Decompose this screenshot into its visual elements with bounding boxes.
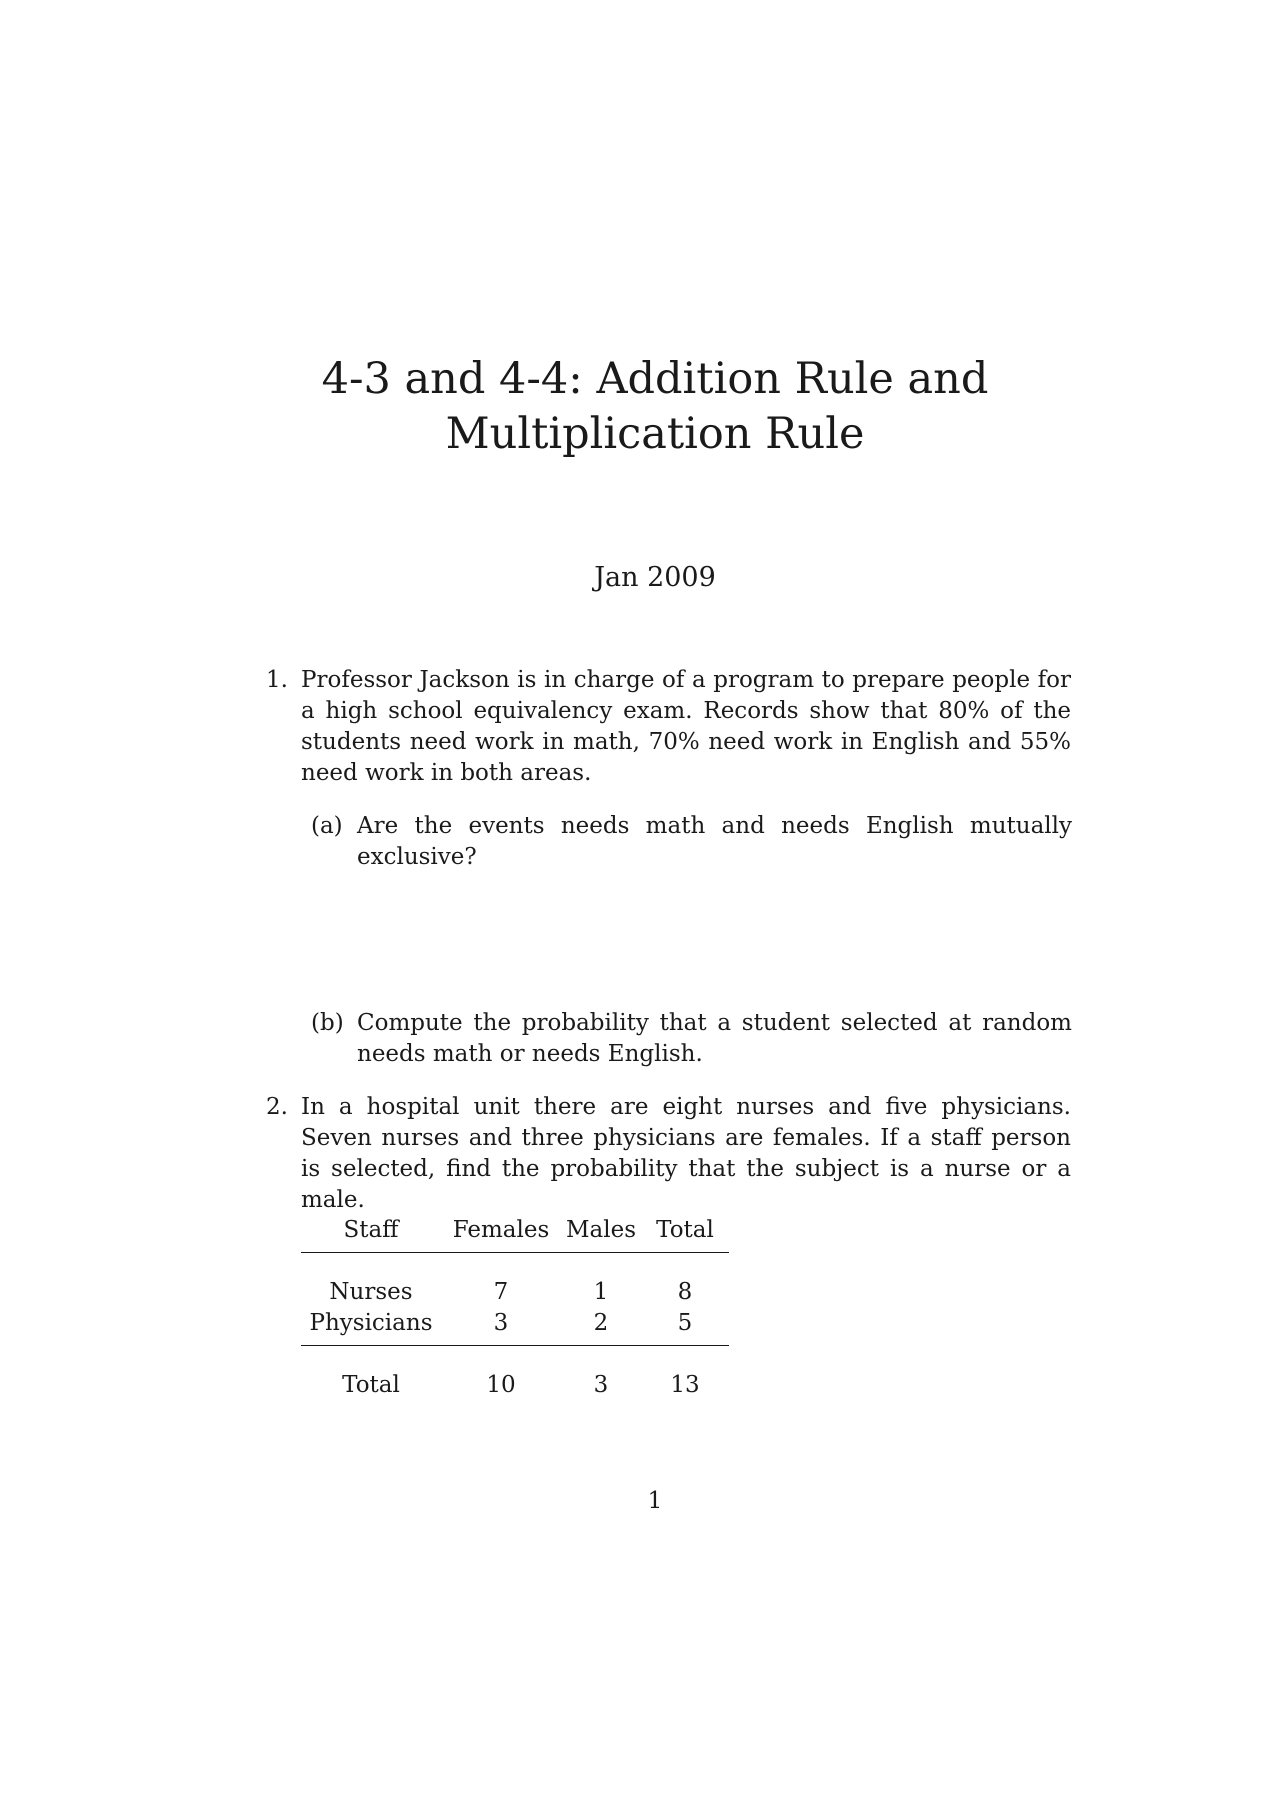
table-total-cell: 10 bbox=[486, 1372, 516, 1398]
table-total-cell: 13 bbox=[670, 1372, 700, 1398]
question-1b-label: (b) bbox=[311, 1010, 344, 1036]
staff-table bbox=[301, 1215, 729, 1415]
table-cell: Nurses bbox=[329, 1279, 413, 1305]
table-cell: 2 bbox=[593, 1310, 609, 1336]
document-date: Jan 2009 bbox=[594, 562, 716, 593]
table-header-rule bbox=[301, 1252, 729, 1253]
document-title: 4-3 and 4-4: Addition Rule and Multiplication Rule bbox=[321, 354, 989, 459]
question-1-text: Professor Jackson is in charge of a program to prepare people for a high school equivalency exam. Records show that 80% of the students need work in math, 70% need work in English and 55% need work in both areas. bbox=[301, 667, 1071, 786]
question-1a-text: Are the events needs math and needs English mutually exclusive? bbox=[357, 813, 1072, 870]
table-cell: 5 bbox=[677, 1310, 693, 1336]
table-cell: 1 bbox=[593, 1279, 609, 1305]
table-header-cell: Staff bbox=[343, 1217, 399, 1243]
page-number: 1 bbox=[647, 1488, 663, 1514]
table-cell: Physicians bbox=[309, 1310, 433, 1336]
table-total-cell: 3 bbox=[593, 1372, 609, 1398]
table-cell: 3 bbox=[493, 1310, 509, 1336]
table-header-cell: Total bbox=[656, 1217, 714, 1243]
question-1b-text: Compute the probability that a student selected at random needs math or needs English. bbox=[357, 1010, 1072, 1067]
question-2-text: In a hospital unit there are eight nurses and five physicians. Seven nurses and three physicians are females. If a staff person is selected, find the probability that the subject is a nurse or a male. bbox=[301, 1094, 1071, 1213]
question-2-number: 2. bbox=[266, 1094, 288, 1120]
question-1a-label: (a) bbox=[311, 813, 343, 839]
question-1-number: 1. bbox=[266, 667, 288, 693]
table-header-cell: Males bbox=[565, 1217, 637, 1243]
table-cell: 7 bbox=[493, 1279, 509, 1305]
table-header-cell: Females bbox=[452, 1217, 550, 1243]
table-cell: 8 bbox=[677, 1279, 693, 1305]
table-total-rule bbox=[301, 1345, 729, 1346]
table-total-cell: Total bbox=[342, 1372, 400, 1398]
